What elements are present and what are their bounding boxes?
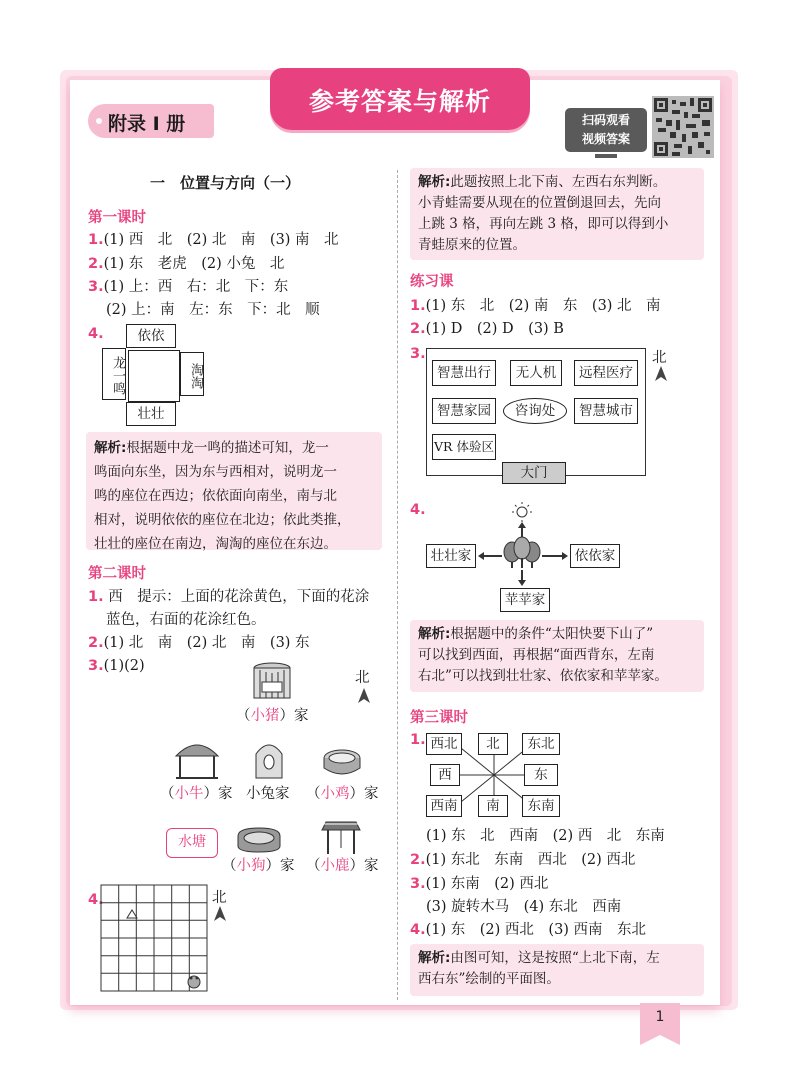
lesson1-q4-number (88, 324, 104, 344)
qr-stand (595, 154, 617, 158)
barrel-house-icon (250, 662, 294, 702)
north-arrow-icon (213, 906, 227, 922)
lesson3-note (410, 944, 704, 996)
question-number: 3. (410, 346, 426, 362)
north-arrow-icon (357, 688, 371, 704)
page-title: 参考答案与解析 (308, 87, 491, 116)
map-cell-ellipse: 咨询处 (503, 398, 567, 424)
question-number: 1. (410, 732, 426, 748)
pig-answer: 小猪 (250, 708, 280, 724)
answer-text: (1)(2) (103, 658, 145, 674)
trees-icon (504, 537, 540, 568)
question-number: 2. (88, 635, 104, 651)
note-line: 上跳 3 格，再向左跳 3 格，即可以得到小 (418, 216, 669, 232)
grid-north-label: 北 (212, 890, 227, 906)
question-number: 2. (88, 256, 104, 272)
page-number-holder (640, 1003, 680, 1045)
lesson2-q2 (88, 633, 310, 653)
note-line: 鸣的座位在西边；依依面向南坐，南与北 (94, 488, 337, 504)
paren-open: （ (306, 786, 321, 802)
map-cell: 无人机 (510, 360, 562, 386)
lesson2-q3 (88, 656, 145, 676)
chicken-home-label (306, 784, 379, 804)
note-label: 解析: (94, 440, 127, 456)
question-number: 4. (88, 326, 104, 342)
lesson2-q1b: 蓝色，右面的花涂红色。 (106, 612, 266, 628)
lesson3-q4 (410, 920, 646, 940)
answer-text: (1) 东北 东南 西北 (2) 西北 (425, 852, 636, 868)
rabbit-house-icon (254, 738, 284, 780)
gate-label: 大门 (502, 462, 566, 484)
qr-caption-line1: 扫码观看 (581, 113, 630, 127)
note-line: 右北”可以找到壮壮家、依依家和苹苹家。 (418, 668, 668, 684)
rabbit-home-label: 小兔家 (246, 786, 290, 802)
paren-open: （ (236, 708, 251, 724)
south-home: 苹苹家 (500, 588, 550, 612)
practice-q3-number (410, 344, 426, 364)
lesson3-q1-number (410, 730, 426, 750)
pig-home-label (236, 706, 309, 726)
map-cell: 智慧出行 (432, 360, 496, 386)
table-square (128, 350, 180, 402)
question-number: 3. (88, 658, 104, 674)
cow-home-label (160, 784, 233, 804)
compass-east: 东 (524, 764, 558, 786)
appendix-text: 附录 Ⅰ 册 (108, 113, 186, 135)
note-label: 解析: (418, 626, 451, 642)
bullet-dot-icon (96, 118, 102, 124)
question-number: 4. (410, 922, 426, 938)
compass-southeast: 东南 (522, 795, 560, 817)
answer-text: (1) 西 北 (2) 北 南 (3) 南 北 (103, 232, 339, 248)
deer-answer: 小鹿 (320, 858, 350, 874)
cow-answer: 小牛 (174, 786, 204, 802)
dog-answer: 小狗 (236, 858, 266, 874)
compass-northeast: 东北 (522, 733, 560, 755)
note-line: 小青蛙需要从现在的位置倒退回去，先向 (418, 195, 661, 211)
qr-code-icon[interactable] (652, 96, 714, 158)
practice-q4-number (410, 500, 426, 520)
question-number: 2. (410, 852, 426, 868)
question-number: 3. (88, 279, 104, 295)
seat-top: 依依 (126, 324, 176, 348)
compass-west: 西 (430, 764, 460, 786)
north-arrow-icon (654, 366, 668, 382)
question-number: 1. (88, 589, 104, 605)
map-cell: 智慧城市 (574, 398, 638, 424)
answer-text: (1) 北 南 (2) 北 南 (3) 东 (103, 635, 310, 651)
note-line: 可以找到西面，再根据“面西背东，左南 (418, 647, 655, 663)
appendix-label (88, 104, 214, 138)
dog-home-label (222, 856, 295, 876)
practice-note (410, 620, 704, 692)
hut-house-icon (172, 738, 222, 780)
section-title: 一 位置与方向（一） (150, 174, 301, 192)
page-number: 1 (655, 1009, 665, 1025)
answer-text: (1) D (2) D (3) B (425, 321, 564, 337)
note-line: 根据题中龙一鸣的描述可知，龙一 (126, 440, 329, 456)
question-number: 2. (410, 321, 426, 337)
west-home: 壮壮家 (426, 544, 476, 568)
lesson1-heading: 第一课时 (88, 210, 146, 226)
answer-text: (1) 东 (2) 西北 (3) 西南 东北 (425, 922, 647, 938)
column-divider (397, 170, 398, 1000)
seat-bottom: 壮壮 (126, 402, 176, 426)
compass-north: 北 (478, 733, 508, 755)
paren-open: （ (160, 786, 175, 802)
home-suffix: ）家 (279, 708, 309, 724)
question-number: 4. (410, 502, 426, 518)
note-line: 此题按照上北下南、左西右东判断。 (450, 174, 667, 190)
paren-open: （ (306, 858, 321, 874)
nest-house-icon (322, 748, 362, 780)
answer-text: (1) 东 老虎 (2) 小兔 北 (103, 256, 285, 272)
lesson1-note (86, 432, 382, 550)
question-number: 1. (88, 232, 104, 248)
answer-text: (1) 东 北 (2) 南 东 (3) 北 南 (425, 298, 661, 314)
lesson1-q3 (88, 277, 288, 297)
lesson3-q1-answer: (1) 东 北 西南 (2) 西 北 东南 (426, 828, 665, 844)
lesson3-q3 (410, 874, 548, 894)
qr-caption-line2: 视频答案 (581, 132, 630, 146)
note-line: 由图可知，这是按照“上北下南，左 (450, 950, 660, 966)
east-home: 依依家 (570, 544, 620, 568)
right-note1 (410, 168, 704, 260)
qr-caption (565, 108, 647, 152)
dog-bed-icon (236, 826, 282, 854)
lesson1-q2 (88, 254, 284, 274)
note-line: 根据题中的条件“太阳快要下山了” (450, 626, 654, 642)
note-label: 解析: (418, 950, 451, 966)
note-line: 鸣面向东坐，因为东与西相对，说明龙一 (94, 464, 337, 480)
sun-icon (512, 502, 532, 522)
compass-northwest: 西北 (426, 733, 462, 755)
paren-open: （ (222, 858, 237, 874)
seat-right: 淘淘 (180, 352, 204, 396)
answer-text: (1) 上：西 右：北 下：东 (103, 279, 289, 295)
note-line: 相对，说明依依的座位在北边；依此类推， (94, 512, 351, 528)
pond-label: 水塘 (166, 828, 218, 858)
map-cell: VR 体验区 (432, 434, 496, 460)
question-number: 4. (88, 892, 104, 908)
note-line: 青蛙原来的位置。 (418, 237, 526, 253)
lesson2-q1 (88, 587, 369, 607)
pavilion-house-icon (318, 818, 364, 856)
seat-left: 龙一鸣 (102, 348, 126, 400)
lesson3-q3b: (3) 旋转木马 (4) 东北 西南 (426, 899, 622, 915)
chicken-answer: 小鸡 (320, 786, 350, 802)
question-number: 1. (410, 298, 426, 314)
title-banner (270, 68, 530, 130)
question-number: 3. (410, 876, 426, 892)
north-label: 北 (355, 670, 370, 686)
home-suffix: ）家 (349, 786, 379, 802)
answer-text: (1) 东南 (2) 西北 (425, 876, 549, 892)
practice-q1 (410, 296, 661, 316)
frog-icon (188, 976, 200, 988)
map-cell: 智慧家园 (432, 398, 496, 424)
compass-southwest: 西南 (426, 795, 462, 817)
map-cell: 远程医疗 (574, 360, 638, 386)
home-suffix: ）家 (349, 858, 379, 874)
practice-heading: 练习课 (410, 274, 454, 290)
compass-south: 南 (478, 795, 508, 817)
home-suffix: ）家 (265, 858, 295, 874)
note-line: 西右东”绘制的平面图。 (418, 971, 560, 987)
map-north-label: 北 (652, 350, 667, 366)
lesson2-heading: 第二课时 (88, 566, 146, 582)
note-line: 壮壮的座位在南边，淘淘的座位在东边。 (94, 536, 337, 552)
lesson3-q2 (410, 850, 635, 870)
triangle-marker-icon (127, 910, 137, 918)
answer-text: 西 提示：上面的花涂黄色，下面的花涂 (108, 589, 370, 605)
practice-q2 (410, 319, 564, 339)
position-grid (100, 884, 210, 994)
home-suffix: ）家 (203, 786, 233, 802)
note-label: 解析: (418, 174, 451, 190)
lesson3-heading: 第三课时 (410, 710, 468, 726)
lesson1-q3b: (2) 上：南 左：东 下：北 顺 (106, 302, 320, 318)
deer-home-label (306, 856, 379, 876)
lesson1-q1 (88, 230, 339, 250)
